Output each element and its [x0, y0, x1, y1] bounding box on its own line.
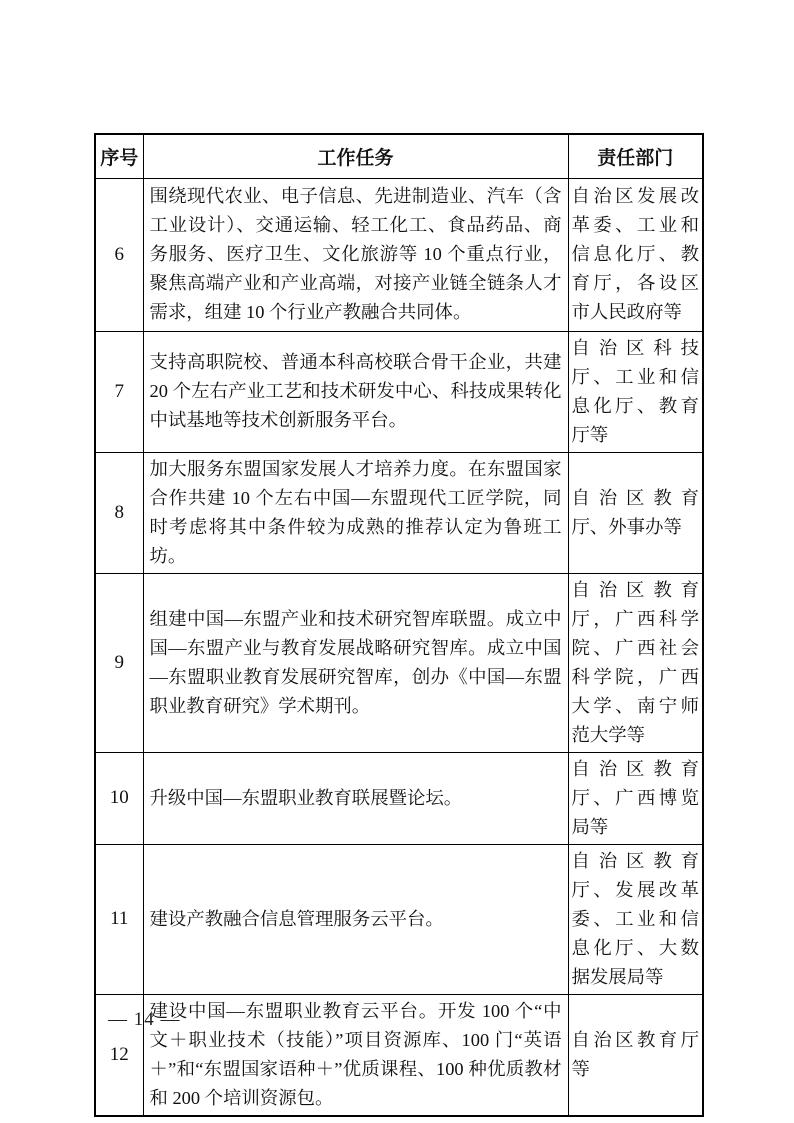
row-index: 9	[95, 573, 143, 752]
row-department: 自治区教育厅、广西博览局等	[568, 752, 703, 844]
table-row	[95, 573, 703, 752]
row-index: 11	[95, 844, 143, 994]
row-index: 8	[95, 452, 143, 573]
row-department: 自治区教育厅、外事办等	[568, 452, 703, 573]
row-department: 自治区科技厅、工业和信息化厅、教育厅等	[568, 331, 703, 452]
row-index: 10	[95, 752, 143, 844]
row-department: 自治区教育厅，广西科学院、广西社会科学院，广西大学、南宁师范大学等	[568, 573, 703, 752]
table-row	[95, 452, 703, 573]
row-task: 升级中国—东盟职业教育联展暨论坛。	[143, 752, 568, 844]
row-department: 自治区教育厅、发展改革委、工业和信息化厅、大数据发展局等	[568, 844, 703, 994]
table-row	[95, 844, 703, 994]
table-row	[95, 331, 703, 452]
row-task: 支持高职院校、普通本科高校联合骨干企业，共建 20 个左右产业工艺和技术研发中心、科技成果转化中试基地等技术创新服务平台。	[143, 331, 568, 452]
page-number: — 14 —	[108, 1009, 181, 1030]
row-index: 12	[95, 994, 143, 1116]
table-row	[95, 752, 703, 844]
table-row	[95, 994, 703, 1116]
row-task: 组建中国—东盟产业和技术研究智库联盟。成立中国—东盟产业与教育发展战略研究智库。成立中国—东盟职业教育发展研究智库，创办《中国—东盟职业教育研究》学术期刊。	[143, 573, 568, 752]
row-task: 加大服务东盟国家发展人才培养力度。在东盟国家合作共建 10 个左右中国—东盟现代工匠学院，同时考虑将其中条件较为成熟的推荐认定为鲁班工坊。	[143, 452, 568, 573]
row-index: 7	[95, 331, 143, 452]
row-department: 自治区教育厅等	[568, 994, 703, 1116]
row-task: 建设产教融合信息管理服务云平台。	[143, 844, 568, 994]
row-department: 自治区发展改革委、工业和信息化厅、教育厅，各设区市人民政府等	[568, 178, 703, 331]
table-row	[95, 178, 703, 331]
column-header-index: 序号	[95, 134, 143, 178]
column-header-task: 工作任务	[143, 134, 568, 178]
table-header-row	[95, 134, 703, 178]
column-header-department: 责任部门	[568, 134, 703, 178]
row-task: 围绕现代农业、电子信息、先进制造业、汽车（含工业设计）、交通运输、轻工化工、食品药品、商务服务、医疗卫生、文化旅游等 10 个重点行业，聚焦高端产业和产业高端，对接产业链全链条人才需求，组建 10 个行业产教融合共同体。	[143, 178, 568, 331]
task-table	[94, 133, 704, 1117]
row-task: 建设中国—东盟职业教育云平台。开发 100 个“中文＋职业技术（技能）”项目资源库、100 门“英语＋”和“东盟国家语种＋”优质课程、100 种优质教材和 200 个培训资源包。	[143, 994, 568, 1116]
row-index: 6	[95, 178, 143, 331]
